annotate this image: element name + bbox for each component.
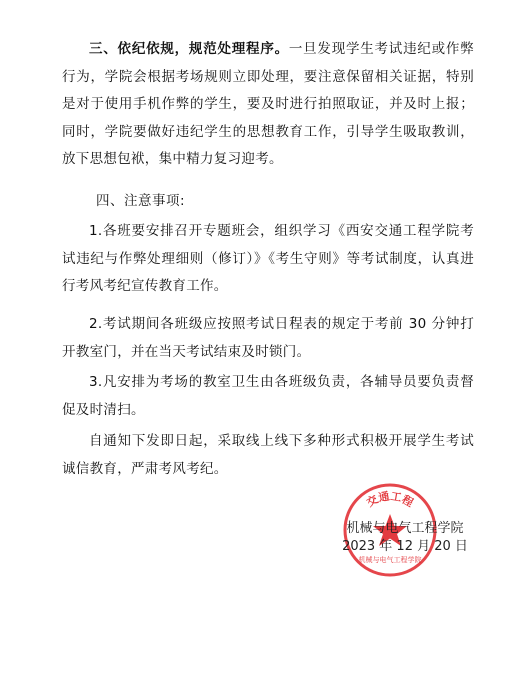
svg-text:机械与电气工程学院: 机械与电气工程学院 [358, 556, 422, 564]
section-3-body: 一旦发现学生考试违纪或作弊行为，学院会根据考场规则立即处理，要注意保留相关证据，特别是对于使用手机作弊的学生，要及时进行拍照取证，并及时上报；同时，学院要做好违纪学生的思想教育工作，引导学生吸取教训，放下思想包袱，集中精力复习迎考。 [62, 41, 474, 167]
signature-date: 2023 年 12 月 20 日 [342, 539, 468, 554]
notice-item-2: 2.考试期间各班级应按照考试日程表的规定于考前 30 分钟打开教室门，并在当天考试结束及时锁门。 [62, 316, 474, 360]
svg-text:交通工程: 交通工程 [364, 489, 416, 510]
notice-item-1: 1.各班要安排召开专题班会，组织学习《西安交通工程学院考试违纪与作弊处理细则（修订）》《考生守则》等考试制度，认真进行考风考纪宣传教育工作。 [62, 223, 474, 294]
section-4-title: 四、注意事项: [96, 193, 186, 209]
section-3-title: 三、依纪依规，规范处理程序。 [89, 41, 289, 57]
closing-paragraph: 自通知下发即日起，采取线上线下多种形式积极开展学生考试诚信教育，严肃考风考纪。 [62, 433, 474, 477]
signature-block [330, 520, 480, 556]
section-3-paragraph [62, 36, 474, 174]
notice-item-3: 3.凡安排为考场的教室卫生由各班级负责，各辅导员要负责督促及时清扫。 [62, 374, 474, 418]
signature-org: 机械与电气工程学院 [346, 521, 464, 536]
